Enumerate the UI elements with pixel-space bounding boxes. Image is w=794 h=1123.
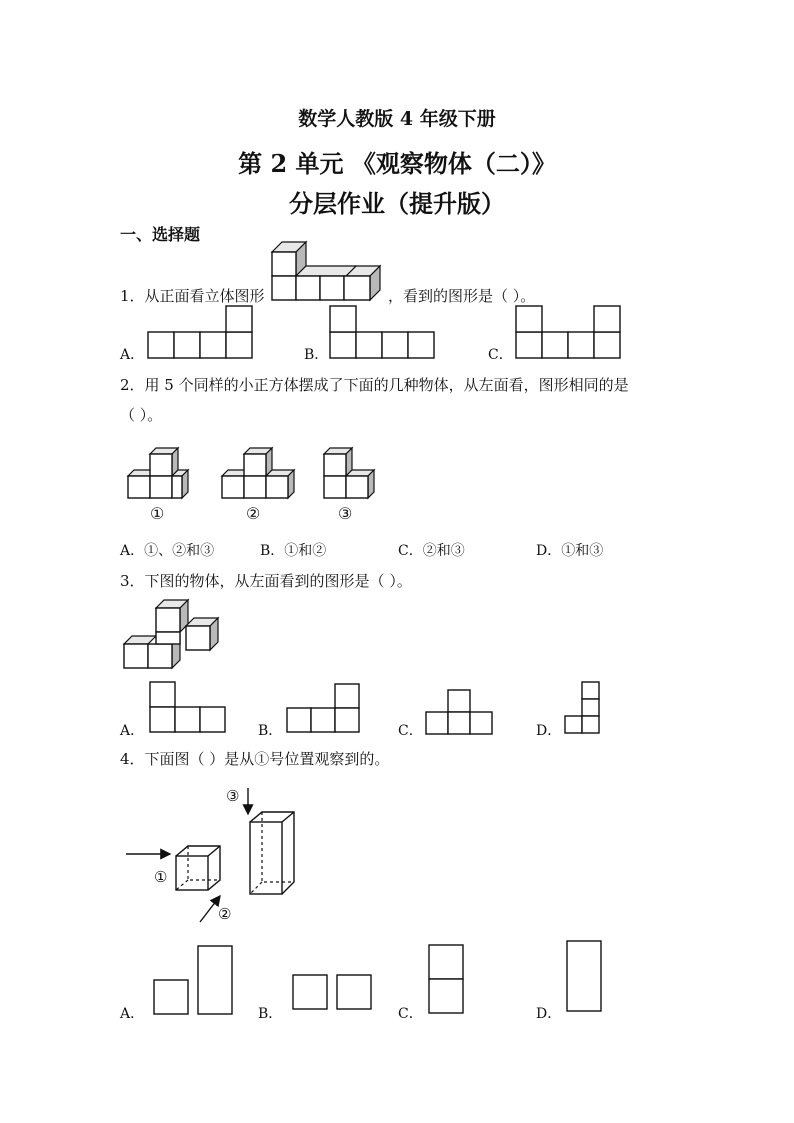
q2-figure-2-label: ② xyxy=(246,504,261,523)
q2-figure-2 xyxy=(222,444,298,500)
q4-text: 4．下面图（ ）是从①号位置观察到的。 xyxy=(120,750,390,768)
q3-solid-figure xyxy=(124,600,224,672)
q4-diagram xyxy=(122,782,302,930)
q4-option-d-figure[interactable] xyxy=(566,940,602,1012)
q3-option-c-label[interactable]: C． xyxy=(398,723,423,739)
q4-position-3-label: ③ xyxy=(226,787,240,805)
q2-text-line1: 2．用 5 个同样的小正方体摆成了下面的几种物体，从左面看，图形相同的是 xyxy=(120,376,629,394)
worksheet-title: 分层作业（提升版） xyxy=(289,189,505,218)
q2-option-b[interactable]: B．①和② xyxy=(260,543,327,559)
q4-position-2-label: ② xyxy=(218,905,232,923)
q2-option-d[interactable]: D．①和③ xyxy=(536,543,604,559)
q1-option-b-figure[interactable] xyxy=(330,306,434,358)
q2-option-a[interactable]: A．①、②和③ xyxy=(120,543,215,559)
q3-option-b-figure[interactable] xyxy=(287,684,359,732)
q4-option-c-label[interactable]: C． xyxy=(398,1006,423,1022)
q1-option-a-label[interactable]: A． xyxy=(120,347,145,363)
q2-text-line2: （ ）。 xyxy=(120,406,163,424)
q3-option-c-figure[interactable] xyxy=(426,690,492,734)
q3-option-d-label[interactable]: D． xyxy=(536,723,562,739)
q4-position-1-label: ① xyxy=(154,868,168,886)
q3-option-d-figure[interactable] xyxy=(565,682,599,733)
subject-title: 数学人教版 4 年级下册 xyxy=(298,108,496,130)
q3-option-a-figure[interactable] xyxy=(150,682,226,732)
q3-text: 3．下图的物体，从左面看到的图形是（ ）。 xyxy=(120,572,412,590)
q4-option-a-figure[interactable] xyxy=(154,944,234,1014)
q2-figure-1 xyxy=(128,444,192,500)
q2-figure-1-label: ① xyxy=(150,504,165,523)
q3-option-b-label[interactable]: B． xyxy=(258,723,283,739)
q4-option-b-figure[interactable] xyxy=(293,974,373,1010)
q1-option-c-label[interactable]: C． xyxy=(488,347,513,363)
q4-option-d-label[interactable]: D． xyxy=(536,1006,562,1022)
q1-text-after: ，看到的图形是（ ）。 xyxy=(388,287,536,305)
q1-option-c-figure[interactable] xyxy=(516,306,620,358)
q3-option-a-label[interactable]: A． xyxy=(120,723,145,739)
section-heading: 一、选择题 xyxy=(120,225,201,244)
q4-option-a-label[interactable]: A． xyxy=(120,1006,145,1022)
q4-option-c-figure[interactable] xyxy=(428,944,464,1014)
q1-text-before: 1．从正面看立体图形 xyxy=(120,287,265,305)
q2-option-c[interactable]: C．②和③ xyxy=(398,543,465,559)
q1-solid-figure xyxy=(272,240,388,300)
q1-option-b-label[interactable]: B． xyxy=(304,347,329,363)
unit-title: 第 2 单元 《观察物体（二）》 xyxy=(238,149,556,178)
q2-figure-3 xyxy=(324,444,388,500)
q2-figure-3-label: ③ xyxy=(338,504,353,523)
q1-option-a-figure[interactable] xyxy=(148,306,252,358)
q4-option-b-label[interactable]: B． xyxy=(258,1006,283,1022)
